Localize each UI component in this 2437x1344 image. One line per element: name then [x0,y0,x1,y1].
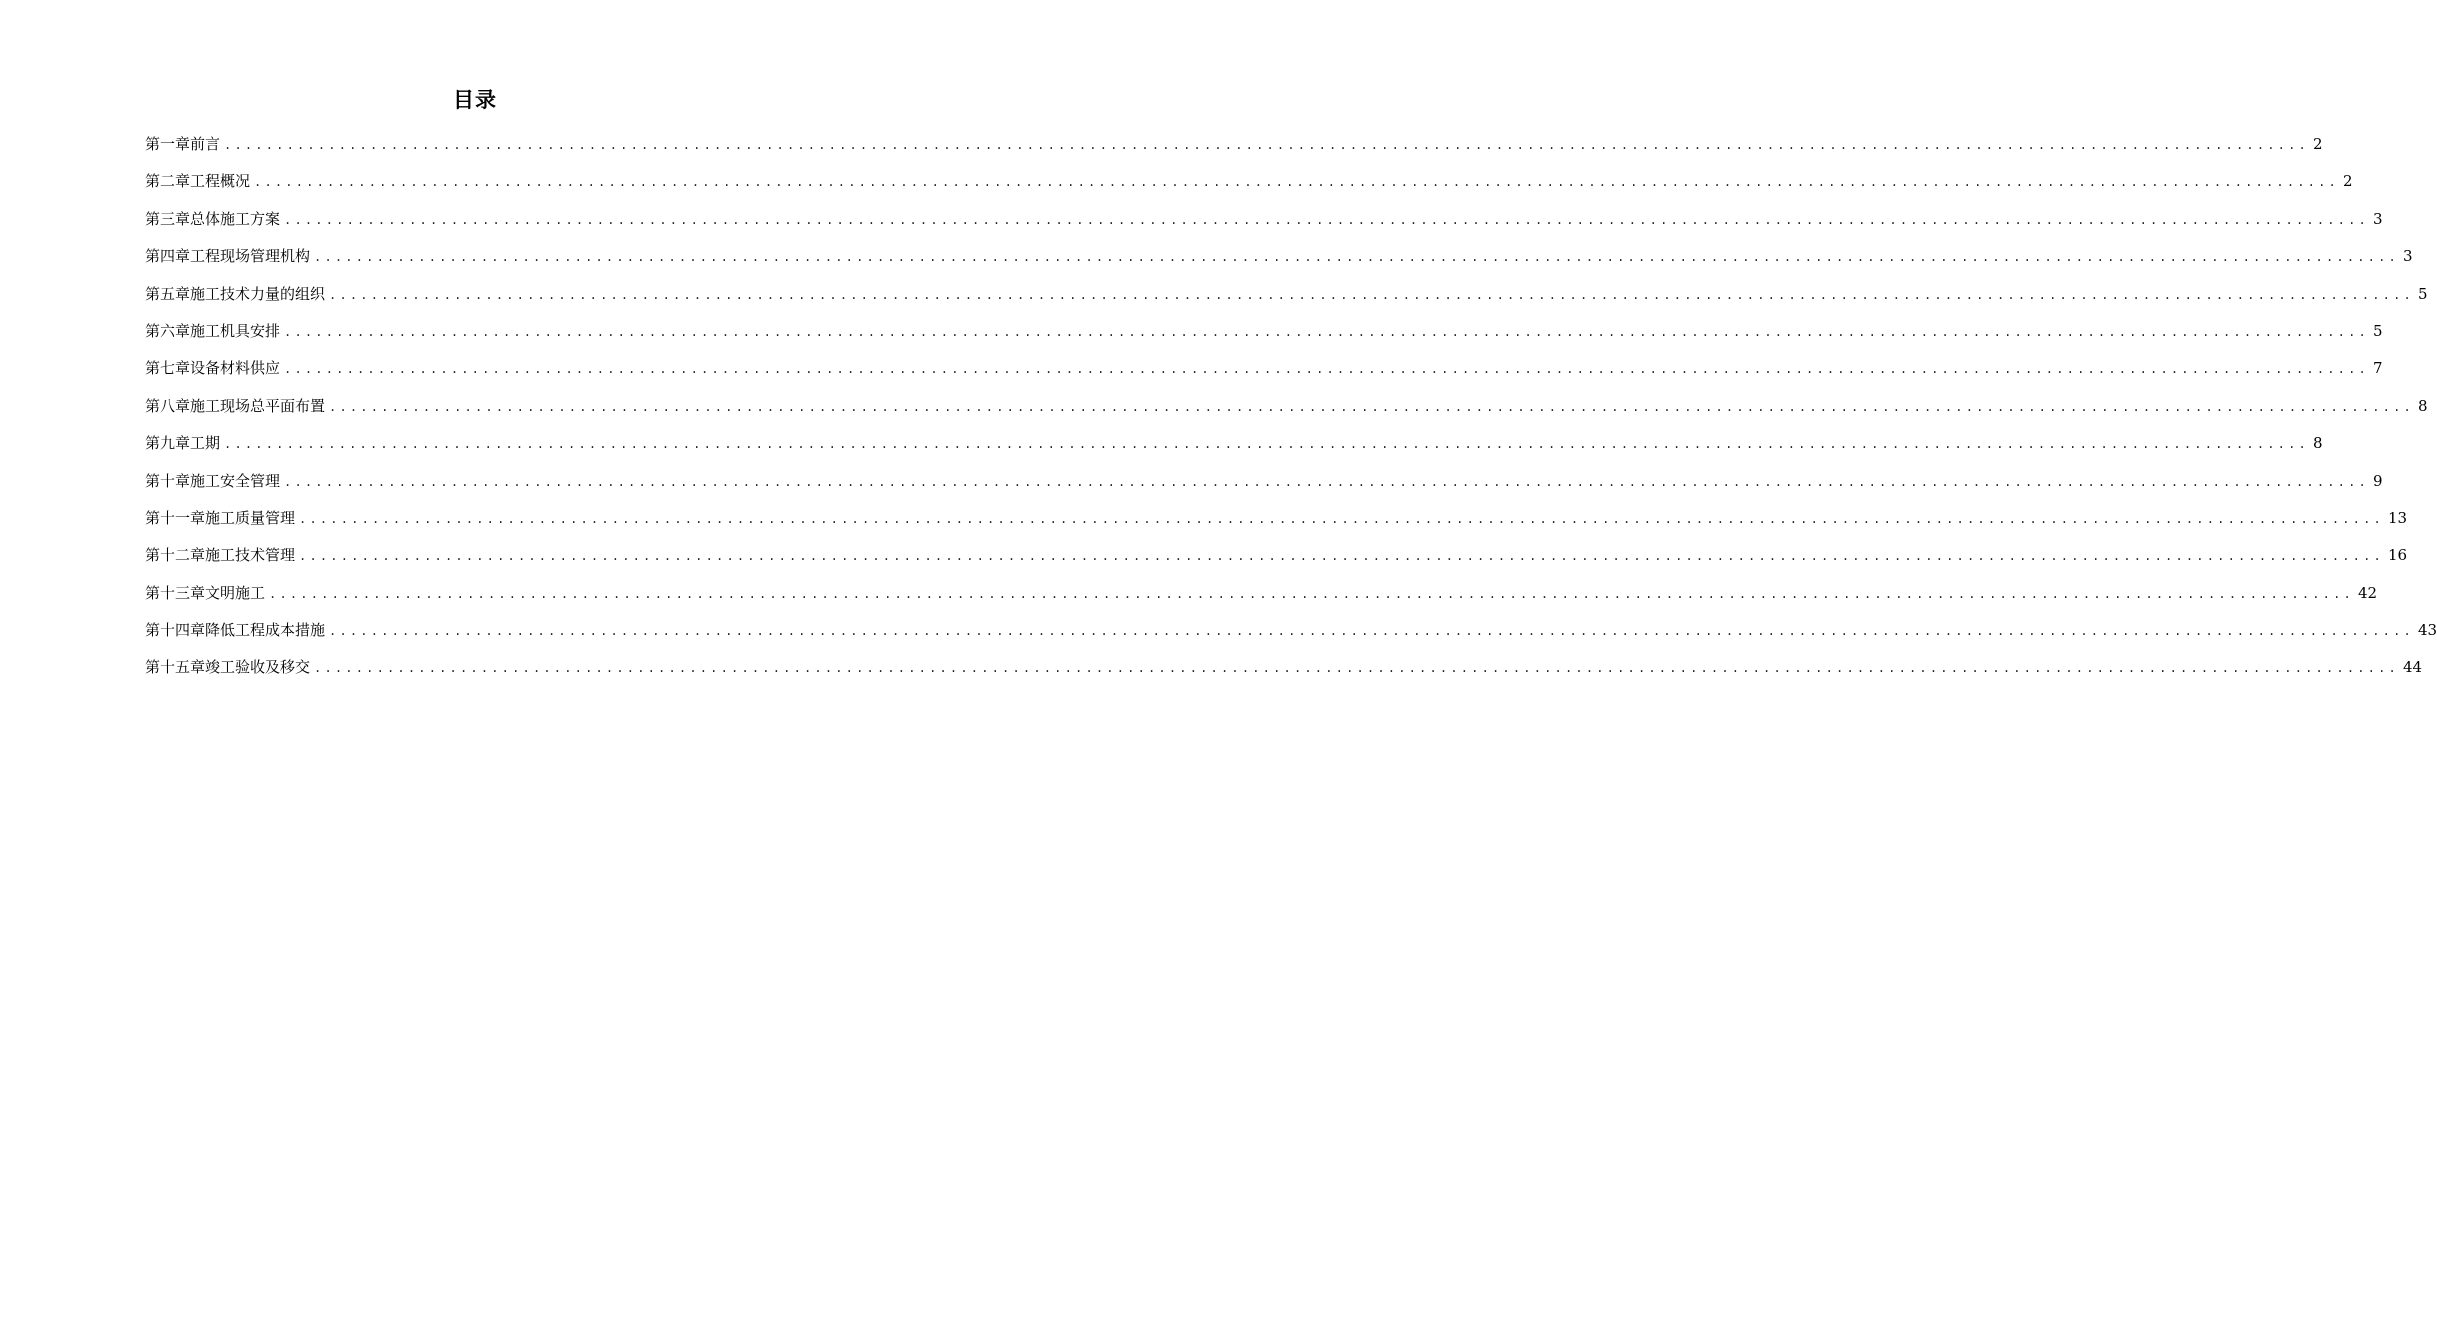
toc-page-number: 3 [2372,209,2383,228]
toc-entry-13[interactable] [145,579,2378,616]
toc-chapter-name: 总体施工方案 [190,209,281,228]
toc-page-number: 7 [2372,359,2383,378]
toc-dot-leader: ........................................................................................................................................................................................................ [284,474,2369,489]
toc-dot-leader: ........................................................................................................................................................................................................ [224,437,2309,452]
toc-page-number: 3 [2402,247,2413,266]
toc-dot-leader: ........................................................................................................................................................................................................ [329,624,2414,639]
toc-entry-2[interactable] [145,167,2353,204]
toc-entry-6[interactable] [145,317,2383,354]
toc-chapter-name: 前言 [190,135,221,153]
toc-dot-leader: ........................................................................................................................................................................................................ [299,511,2384,526]
toc-entry-11[interactable] [145,504,2408,541]
toc-dot-leader: ........................................................................................................................................................................................................ [329,399,2414,414]
toc-chapter-name: 施工质量管理 [205,508,296,527]
toc-dot-leader: ........................................................................................................................................................................................................ [314,661,2399,676]
toc-list [145,130,2437,691]
toc-chapter-name: 施工技术管理 [205,546,296,565]
toc-chapter-name: 降低工程成本措施 [205,621,326,640]
toc-page-number: 5 [2372,321,2383,340]
toc-chapter-label: 第十四章 [145,621,206,640]
toc-page-number: 44 [2402,658,2423,677]
toc-entry-15[interactable] [145,653,2423,690]
toc-entry-1[interactable] [145,130,2323,167]
toc-dot-leader: ........................................................................................................................................................................................................ [254,175,2339,190]
toc-chapter-label: 第六章 [145,321,191,340]
toc-page-number: 43 [2417,621,2437,640]
toc-page-number: 13 [2387,508,2408,527]
toc-chapter-label: 第十三章 [145,583,206,602]
toc-entry-14[interactable] [145,616,2437,653]
toc-page-number: 16 [2387,546,2408,565]
toc-chapter-name: 施工现场总平面布置 [190,396,326,415]
toc-page-number: 5 [2417,284,2428,303]
toc-page-number: 9 [2372,471,2383,490]
toc-chapter-label: 第十二章 [145,546,206,565]
toc-entry-8[interactable] [145,392,2428,429]
toc-entry-3[interactable] [145,205,2383,242]
toc-entry-5[interactable] [145,280,2428,317]
toc-chapter-label: 第十章 [145,471,191,490]
toc-chapter-label: 第十一章 [145,508,206,527]
toc-dot-leader: ........................................................................................................................................................................................................ [284,362,2369,377]
toc-chapter-label: 第九章 [145,434,191,453]
toc-entry-7[interactable] [145,354,2383,391]
toc-chapter-name: 工程概况 [190,172,251,191]
toc-dot-leader: ........................................................................................................................................................................................................ [269,586,2354,601]
toc-chapter-name: 竣工验收及移交 [205,658,311,677]
toc-chapter-name: 工期 [190,434,221,453]
toc-dot-leader: ........................................................................................................................................................................................................ [284,212,2369,227]
toc-dot-leader: ........................................................................................................................................................................................................ [314,250,2399,265]
toc-entry-10[interactable] [145,467,2383,504]
toc-chapter-label: 第三章 [145,209,191,228]
toc-title: 目录 [453,88,497,112]
toc-page-number: 8 [2312,434,2323,453]
toc-chapter-label: 第四章 [145,247,191,266]
toc-chapter-name: 施工安全管理 [190,471,281,490]
toc-page-number: 2 [2342,172,2353,191]
toc-entry-4[interactable] [145,242,2413,279]
toc-chapter-name: 文明施工 [205,583,266,602]
toc-chapter-name: 设备材料供应 [190,359,281,378]
toc-chapter-label: 第十五章 [145,658,206,677]
toc-chapter-name: 施工技术力量的组织 [190,284,326,303]
toc-chapter-label: 第八章 [145,396,191,415]
toc-chapter-label: 第五章 [145,284,191,303]
toc-chapter-name: 工程现场管理机构 [190,247,311,266]
toc-entry-9[interactable] [145,429,2323,466]
toc-dot-leader: ........................................................................................................................................................................................................ [329,287,2414,302]
toc-chapter-label: 第二章 [145,172,191,191]
toc-entry-12[interactable] [145,541,2408,578]
toc-page-number: 42 [2357,583,2378,602]
toc-page-number: 2 [2312,135,2323,153]
toc-chapter-name: 施工机具安排 [190,321,281,340]
toc-dot-leader: ........................................................................................................................................................................................................ [224,138,2309,152]
toc-dot-leader: ........................................................................................................................................................................................................ [299,549,2384,564]
toc-chapter-label: 第七章 [145,359,191,378]
toc-dot-leader: ........................................................................................................................................................................................................ [284,324,2369,339]
toc-chapter-label: 第一章 [145,135,191,153]
toc-page-number: 8 [2417,396,2428,415]
